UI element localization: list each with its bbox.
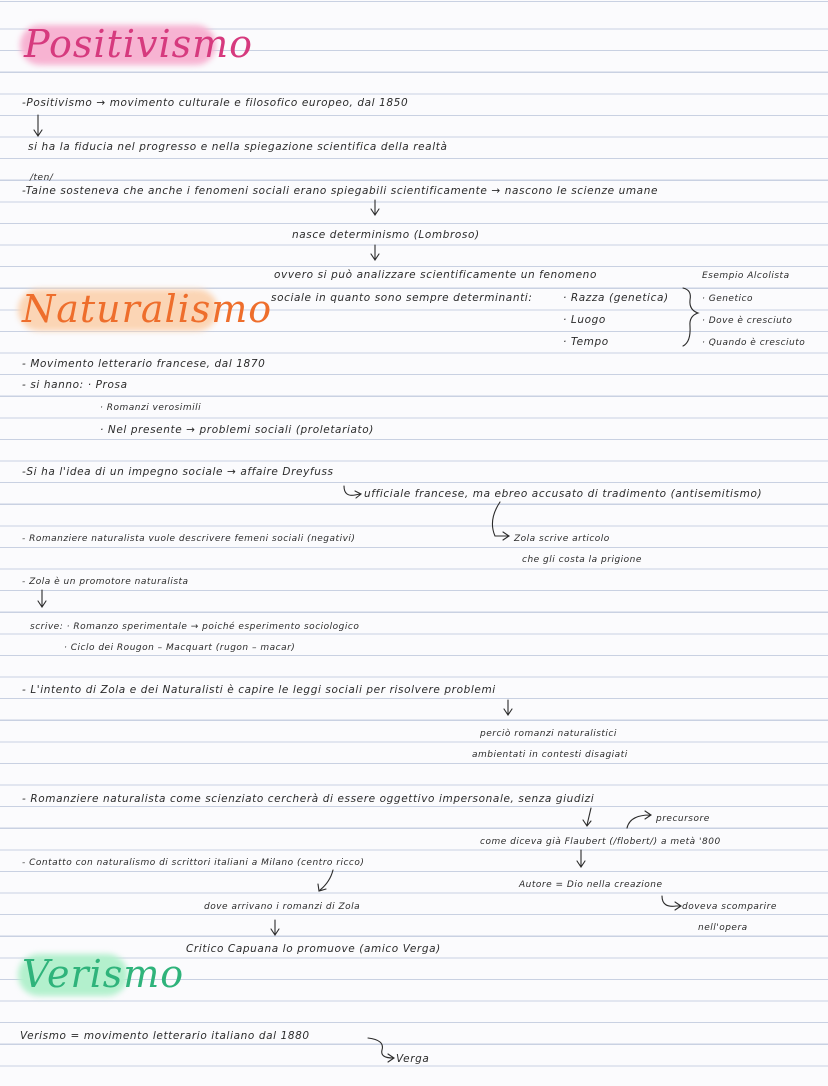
precursore-note: precursore — [656, 814, 710, 824]
naturalismo-line-18: come diceva già Flaubert (/flobert/) a metà '800 — [480, 837, 721, 847]
arrow-zola-down — [38, 590, 46, 607]
arrow-autore-down — [577, 850, 585, 867]
naturalismo-line-2: - si hanno: · Prosa — [22, 379, 128, 391]
naturalismo-line-1: - Movimento letterario francese, dal 1870 — [22, 358, 266, 370]
naturalismo-line-20: Autore = Dio nella creazione — [519, 880, 663, 890]
example-title: Esempio Alcolista — [702, 271, 790, 281]
determinant-tempo: · Tempo — [563, 336, 609, 348]
naturalismo-line-7: - Romanziere naturalista vuole descrivere femeni sociali (negativi) — [22, 534, 356, 544]
example-genetico: · Genetico — [702, 294, 753, 304]
verismo-line-1: Verismo = movimento letterario italiano dal 1880 — [20, 1030, 310, 1042]
arrow-precursore — [627, 811, 651, 828]
verismo-title: Verismo — [22, 952, 185, 996]
naturalismo-title: Naturalismo — [22, 287, 273, 331]
naturalismo-line-22: doveva scomparire — [682, 902, 777, 912]
ten-pronunciation: /ten/ — [30, 173, 54, 183]
naturalismo-line-24: Critico Capuana lo promuove (amico Verga) — [186, 943, 441, 955]
naturalismo-line-16: - Romanziere naturalista come scienziato cercherà di essere oggettivo impersonale, senza giudizi — [22, 793, 595, 805]
determinant-razza: · Razza (genetica) — [563, 292, 669, 304]
naturalismo-line-19: - Contatto con naturalismo di scrittori italiani a Milano (centro ricco) — [22, 858, 365, 868]
naturalismo-line-6: ufficiale francese, ma ebreo accusato di tradimento (antisemitismo) — [364, 488, 763, 500]
naturalismo-line-21: dove arrivano i romanzi di Zola — [204, 902, 361, 912]
naturalismo-line-13: - L'intento di Zola e dei Naturalisti è capire le leggi sociali per risolvere problemi — [22, 684, 496, 696]
positivismo-line-4: nasce determinismo (Lombroso) — [292, 229, 480, 241]
verismo-verga: Verga — [396, 1053, 430, 1065]
naturalismo-line-5: -Si ha l'idea di un impegno sociale → affaire Dreyfuss — [22, 466, 334, 478]
arrow-flaubert-down — [583, 808, 591, 826]
positivismo-line-2: si ha la fiducia nel progresso e nella spiegazione scientifica della realtà — [28, 141, 448, 153]
naturalismo-line-9: che gli costa la prigione — [522, 555, 642, 565]
positivismo-line-5: ovvero si può analizzare scientificamente un fenomeno — [274, 269, 597, 281]
arrow-dove-down — [271, 920, 279, 935]
arrow-ufficiale — [344, 486, 361, 498]
naturalismo-line-8: Zola scrive articolo — [514, 534, 610, 544]
arrow-percio — [504, 700, 512, 715]
positivismo-title: Positivismo — [24, 22, 254, 66]
example-dove: · Dove è cresciuto — [702, 316, 793, 326]
naturalismo-line-10: - Zola è un promotore naturalista — [22, 577, 189, 587]
brace-right — [683, 288, 698, 346]
arrow-milano-down — [318, 870, 333, 891]
naturalismo-line-3: · Romanzi verosimili — [100, 403, 202, 413]
arrow-positivismo-down — [34, 115, 42, 136]
arrow-scomparire — [662, 896, 681, 910]
positivismo-line-6: sociale in quanto sono sempre determinanti: — [271, 292, 533, 304]
arrow-verga — [368, 1038, 394, 1062]
arrow-nasce-determinismo — [371, 200, 379, 215]
example-quando: · Quando è cresciuto — [702, 338, 806, 348]
positivismo-line-1: -Positivismo → movimento culturale e filosofico europeo, dal 1850 — [22, 97, 409, 109]
arrow-ovvero — [371, 245, 379, 260]
naturalismo-line-14: perciò romanzi naturalistici — [480, 729, 617, 739]
positivismo-line-3: -Taine sosteneva che anche i fenomeni sociali erano spiegabili scientificamente → nascono le scienze umane — [22, 185, 659, 197]
naturalismo-line-4: · Nel presente → problemi sociali (proletariato) — [100, 424, 374, 436]
determinant-luogo: · Luogo — [563, 314, 606, 326]
arrow-zola-articolo — [492, 502, 509, 540]
naturalismo-line-12: · Ciclo dei Rougon – Macquart (rugon – macar) — [64, 643, 296, 653]
naturalismo-line-11: scrive: · Romanzo sperimentale → poiché esperimento sociologico — [30, 622, 360, 632]
naturalismo-line-15: ambientati in contesti disagiati — [472, 750, 628, 760]
naturalismo-line-23: nell'opera — [698, 923, 748, 933]
